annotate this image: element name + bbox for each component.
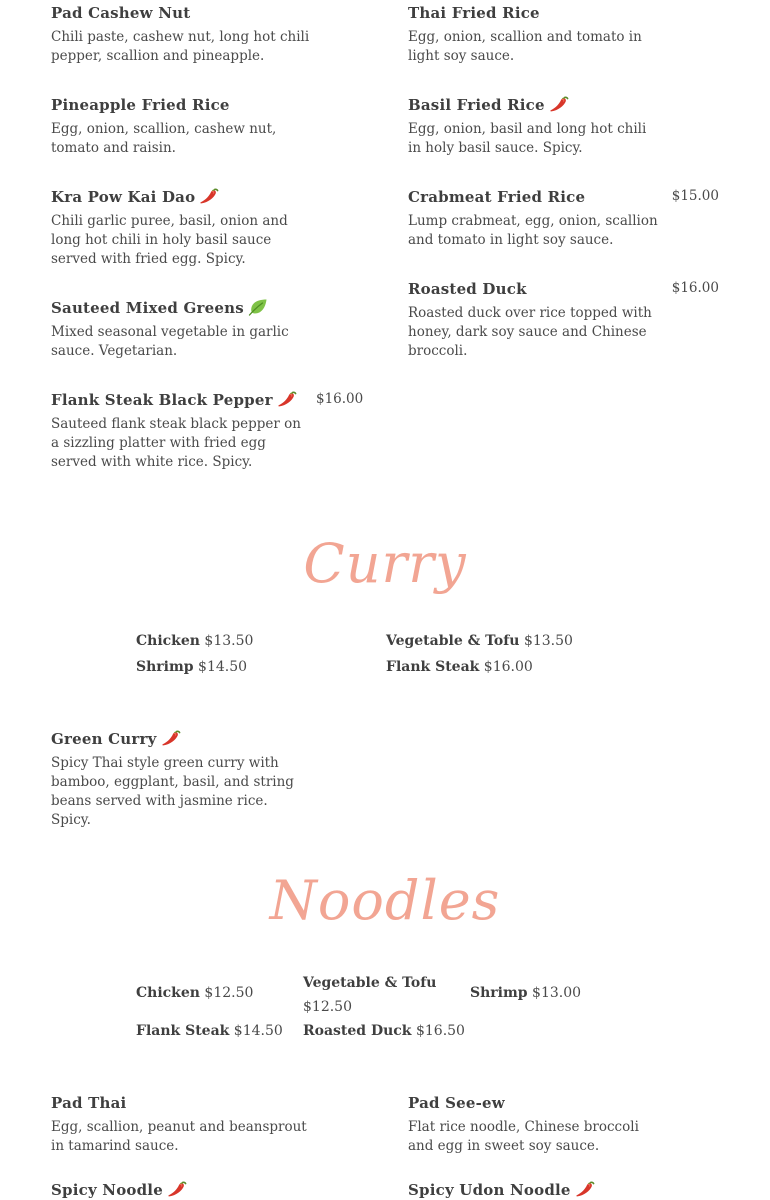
item-name-spicy-noodle: Spicy Noodle	[51, 1181, 163, 1199]
chili-pepper-icon	[277, 390, 297, 408]
chili-pepper-icon	[161, 729, 181, 747]
item-desc-kra-pow-kai-dao: Chili garlic puree, basil, onion and long hot chili in holy basil sauce served with fried egg. Spicy.	[51, 213, 288, 267]
chili-pepper-icon	[549, 95, 569, 113]
item-name-kra-pow-kai-dao: Kra Pow Kai Dao	[51, 188, 196, 206]
noodle-option-name: Vegetable & Tofu	[303, 975, 437, 991]
section-title-curry: Curry	[303, 532, 467, 595]
chili-pepper-icon	[167, 1180, 187, 1198]
curry-option-price: $13.50	[523, 633, 573, 649]
curry-option	[386, 631, 573, 651]
chili-pepper-icon	[575, 1180, 595, 1198]
item-desc-flank-steak-black-pepper: Sauteed flank steak black pepper on a sizzling platter with fried egg served with white rice. Spicy.	[51, 416, 301, 470]
noodle-option	[303, 971, 436, 1019]
item-name-sauteed-mixed-greens: Sauteed Mixed Greens	[51, 299, 244, 317]
item-name-basil-fried-rice: Basil Fried Rice	[408, 96, 545, 114]
noodle-option-name: Chicken	[136, 985, 200, 1001]
item-name-green-curry-row	[51, 729, 181, 749]
noodle-option-price: $14.50	[233, 1023, 283, 1039]
item-name-thai-fried-rice: Thai Fried Rice	[408, 4, 540, 22]
chili-pepper-icon	[199, 187, 219, 205]
item-name-crabmeat-fried-rice: Crabmeat Fried Rice	[408, 188, 586, 206]
item-name-pad-cashew-nut: Pad Cashew Nut	[51, 4, 191, 22]
curry-option-price: $13.50	[204, 633, 254, 649]
curry-option	[386, 657, 533, 677]
item-name-sauteed-greens-row	[51, 298, 268, 318]
item-name-spicy-udon-row	[408, 1180, 595, 1200]
section-title-noodles: Noodles	[269, 869, 501, 932]
noodle-option-name: Roasted Duck	[303, 1023, 412, 1039]
item-name-flank-steak-row	[51, 390, 297, 410]
item-desc-green-curry: Spicy Thai style green curry with bamboo, eggplant, basil, and string beans served with jasmine rice. Spicy.	[51, 755, 294, 828]
curry-option	[136, 657, 247, 677]
item-price-flank-steak-black-pepper: $16.00	[316, 391, 364, 407]
curry-option-name: Shrimp	[136, 659, 194, 675]
curry-option-name: Chicken	[136, 633, 200, 649]
item-name-flank-steak-black-pepper: Flank Steak Black Pepper	[51, 391, 273, 409]
item-name-basil-fried-rice-row	[408, 95, 569, 115]
item-desc-pineapple-fried-rice: Egg, onion, scallion, cashew nut, tomato and raisin.	[51, 121, 277, 156]
noodle-option	[470, 983, 581, 1003]
noodle-option-price: $12.50	[204, 985, 254, 1001]
noodle-option-name: Shrimp	[470, 985, 528, 1001]
curry-option-name: Flank Steak	[386, 659, 480, 675]
item-desc-thai-fried-rice: Egg, onion, scallion and tomato in light soy sauce.	[408, 29, 642, 64]
curry-option-name: Vegetable & Tofu	[386, 633, 520, 649]
item-name-spicy-udon-noodle: Spicy Udon Noodle	[408, 1181, 571, 1199]
curry-option-price: $16.00	[483, 659, 533, 675]
item-desc-crabmeat-fried-rice: Lump crabmeat, egg, onion, scallion and tomato in light soy sauce.	[408, 213, 658, 248]
item-name-kra-pow-row	[51, 187, 219, 207]
item-price-crabmeat-fried-rice: $15.00	[671, 188, 719, 204]
item-name-pad-see-ew: Pad See-ew	[408, 1094, 505, 1112]
item-desc-pad-thai: Egg, scallion, peanut and beansprout in tamarind sauce.	[51, 1119, 307, 1154]
leaf-icon	[248, 298, 268, 316]
noodle-option-price: $12.50	[303, 999, 352, 1015]
noodle-option	[303, 1021, 465, 1041]
item-name-roasted-duck: Roasted Duck	[408, 280, 527, 298]
item-desc-roasted-duck: Roasted duck over rice topped with honey, dark soy sauce and Chinese broccoli.	[408, 305, 652, 359]
curry-option-price: $14.50	[198, 659, 248, 675]
item-desc-sauteed-mixed-greens: Mixed seasonal vegetable in garlic sauce. Vegetarian.	[51, 324, 289, 359]
item-price-roasted-duck: $16.00	[671, 280, 719, 296]
noodle-option	[136, 1021, 283, 1041]
item-desc-pad-see-ew: Flat rice noodle, Chinese broccoli and egg in sweet soy sauce.	[408, 1119, 639, 1154]
item-desc-pad-cashew-nut: Chili paste, cashew nut, long hot chili pepper, scallion and pineapple.	[51, 29, 310, 64]
curry-option	[136, 631, 253, 651]
item-name-pineapple-fried-rice: Pineapple Fried Rice	[51, 96, 230, 114]
item-name-pad-thai: Pad Thai	[51, 1094, 127, 1112]
noodle-option	[136, 983, 253, 1003]
noodle-option-price: $16.50	[415, 1023, 465, 1039]
item-desc-basil-fried-rice: Egg, onion, basil and long hot chili in holy basil sauce. Spicy.	[408, 121, 647, 156]
noodle-option-name: Flank Steak	[136, 1023, 230, 1039]
noodle-option-price: $13.00	[532, 985, 582, 1001]
item-name-spicy-noodle-row	[51, 1180, 187, 1200]
item-name-green-curry: Green Curry	[51, 730, 157, 748]
